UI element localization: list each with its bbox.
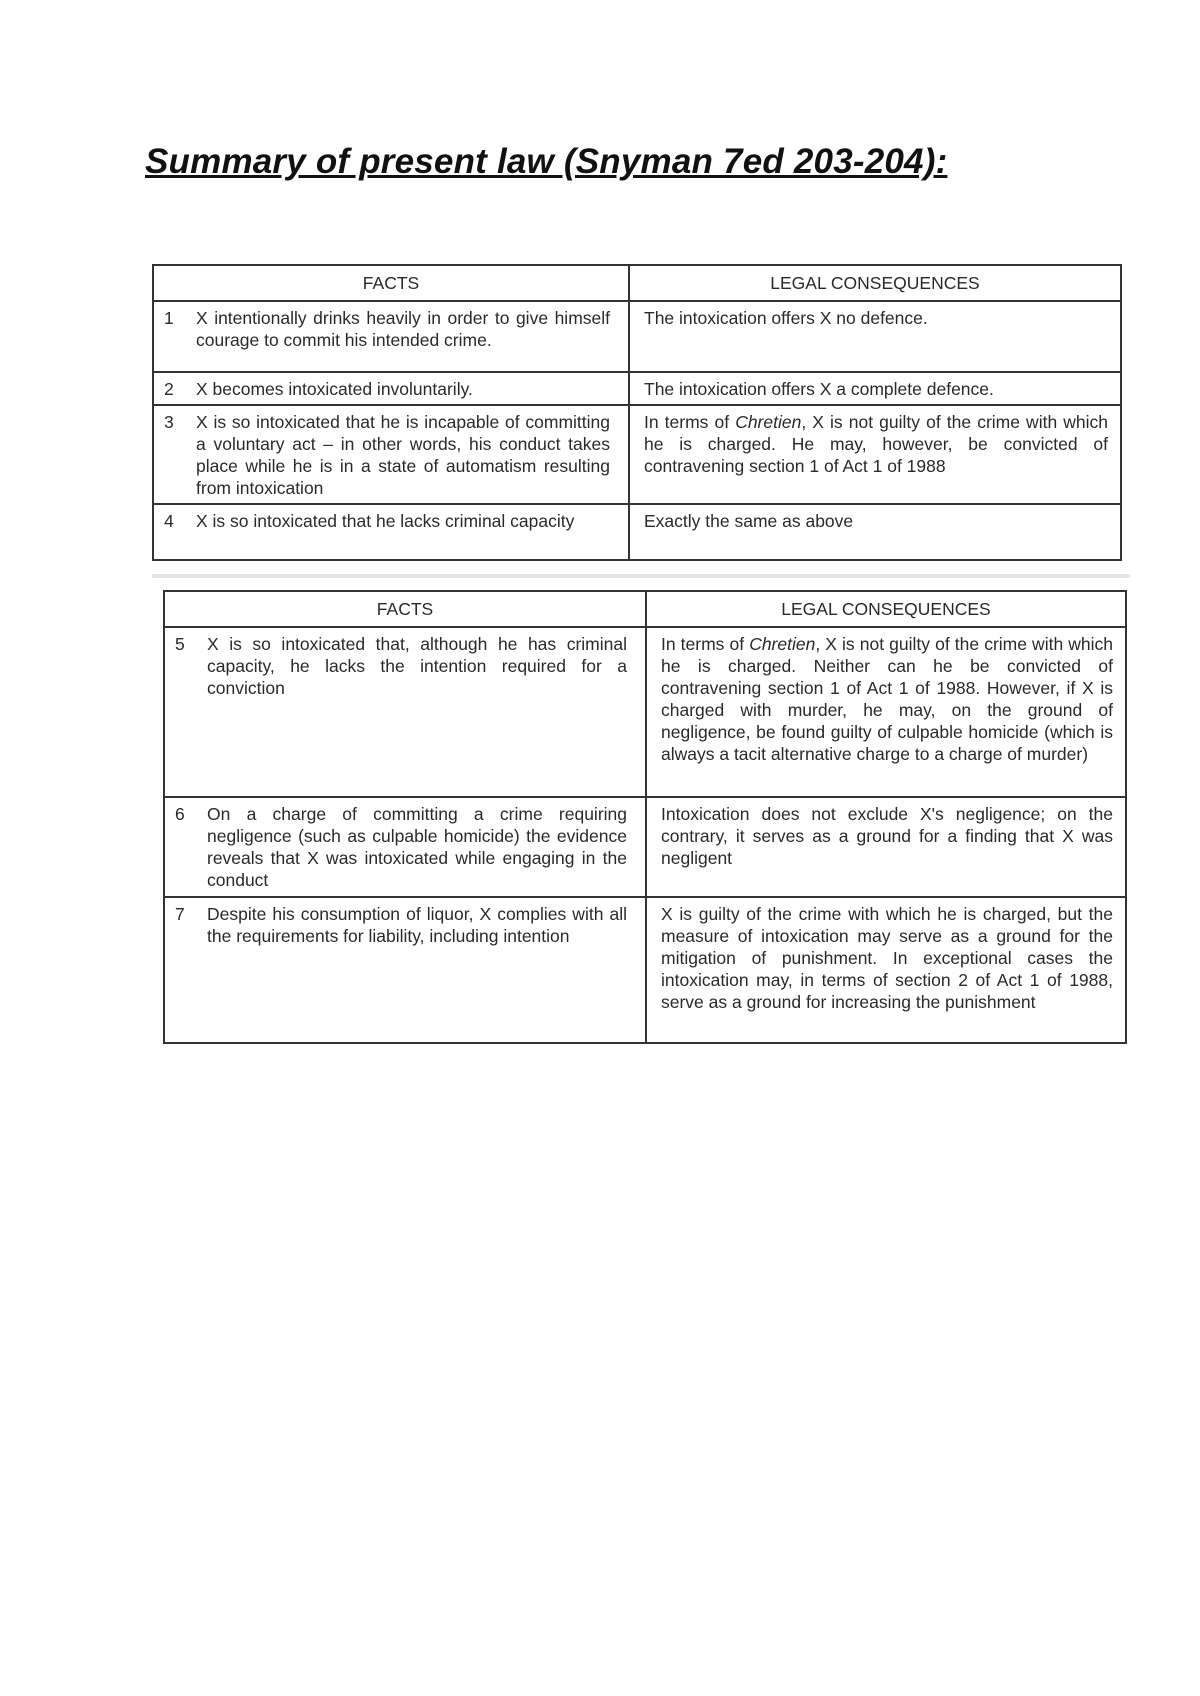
row-number: 4 [164,511,174,531]
page-divider [152,574,1130,578]
consequences-text: The intoxication offers X a complete defence. [644,379,994,399]
consequences-cell [629,504,1121,560]
consequences-text: In terms of [661,634,750,654]
legal-consequences-header: LEGAL CONSEQUENCES [646,591,1126,627]
row-number: 6 [175,804,185,824]
facts-cell [153,504,629,560]
facts-text: X is so intoxicated that he lacks criminal capacity [196,511,575,531]
consequences-text: Exactly the same as above [644,511,854,531]
legal-consequences-header: LEGAL CONSEQUENCES [629,265,1121,301]
facts-text: X intentionally drinks heavily in order to give himself courage to commit his intended crime. [196,308,610,350]
facts-text: X becomes intoxicated involuntarily. [196,379,473,399]
consequences-cell [629,301,1121,372]
consequences-cell [646,797,1126,897]
facts-text: On a charge of committing a crime requiring negligence (such as culpable homicide) the evidence reveals that X was intoxicated while engaging in the conduct [207,804,627,890]
table-row [153,504,1121,560]
facts-text: X is so intoxicated that, although he has criminal capacity, he lacks the intention required for a conviction [207,634,627,698]
row-number: 3 [164,412,174,432]
facts-cell [164,897,646,1043]
case-name: Chretien [735,412,802,432]
consequences-text: The intoxication offers X no defence. [644,308,928,328]
table-row [153,405,1121,504]
row-number: 2 [164,379,174,399]
summary-table-part-2 [163,590,1127,1044]
table-row [153,301,1121,372]
facts-cell [164,627,646,797]
consequences-cell [629,372,1121,405]
facts-cell [153,301,629,372]
consequences-cell [646,627,1126,797]
row-number: 7 [175,904,185,924]
table-row [153,372,1121,405]
facts-cell [153,372,629,405]
table-row [164,797,1126,897]
consequences-text: Intoxication does not exclude X's negligence; on the contrary, it serves as a ground for a finding that X was negligent [661,804,1113,868]
consequences-cell [629,405,1121,504]
page-title: Summary of present law (Snyman 7ed 203-204): [145,142,948,181]
table-row [164,897,1126,1043]
consequences-text: In terms of [644,412,736,432]
table-row [164,627,1126,797]
consequences-text-cont: , X is not guilty of the crime with which he is charged. He may, however, be convicted of contravening section 1 of Act 1 of 1988 [644,412,1108,476]
consequences-text: X is guilty of the crime with which he is charged, but the measure of intoxication may serve as a ground for the mitigation of punishment. In exceptional cases the intoxication may, in terms of section 2 of Act 1 of 1988, serve as a ground for increasing the punishment [661,904,1113,1012]
facts-header: FACTS [164,591,646,627]
facts-text: Despite his consumption of liquor, X complies with all the requirements for liability, including intention [207,904,627,946]
facts-header: FACTS [153,265,629,301]
case-name: Chretien [749,634,816,654]
row-number: 5 [175,634,185,654]
consequences-text-cont: , X is not guilty of the crime with which he is charged. Neither can he be convicted of contravening section 1 of Act 1 of 1988. However, if X is charged with murder, he may, on the ground of negligence, be found guilty of culpable homicide (which is always a tacit alternative charge to a charge of murder) [661,634,1113,764]
row-number: 1 [164,308,174,328]
facts-cell [164,797,646,897]
facts-text: X is so intoxicated that he is incapable of committing a voluntary act – in other words, his conduct takes place while he is in a state of automatism resulting from intoxication [196,412,610,498]
facts-cell [153,405,629,504]
consequences-cell [646,897,1126,1043]
summary-table-part-1 [152,264,1122,561]
